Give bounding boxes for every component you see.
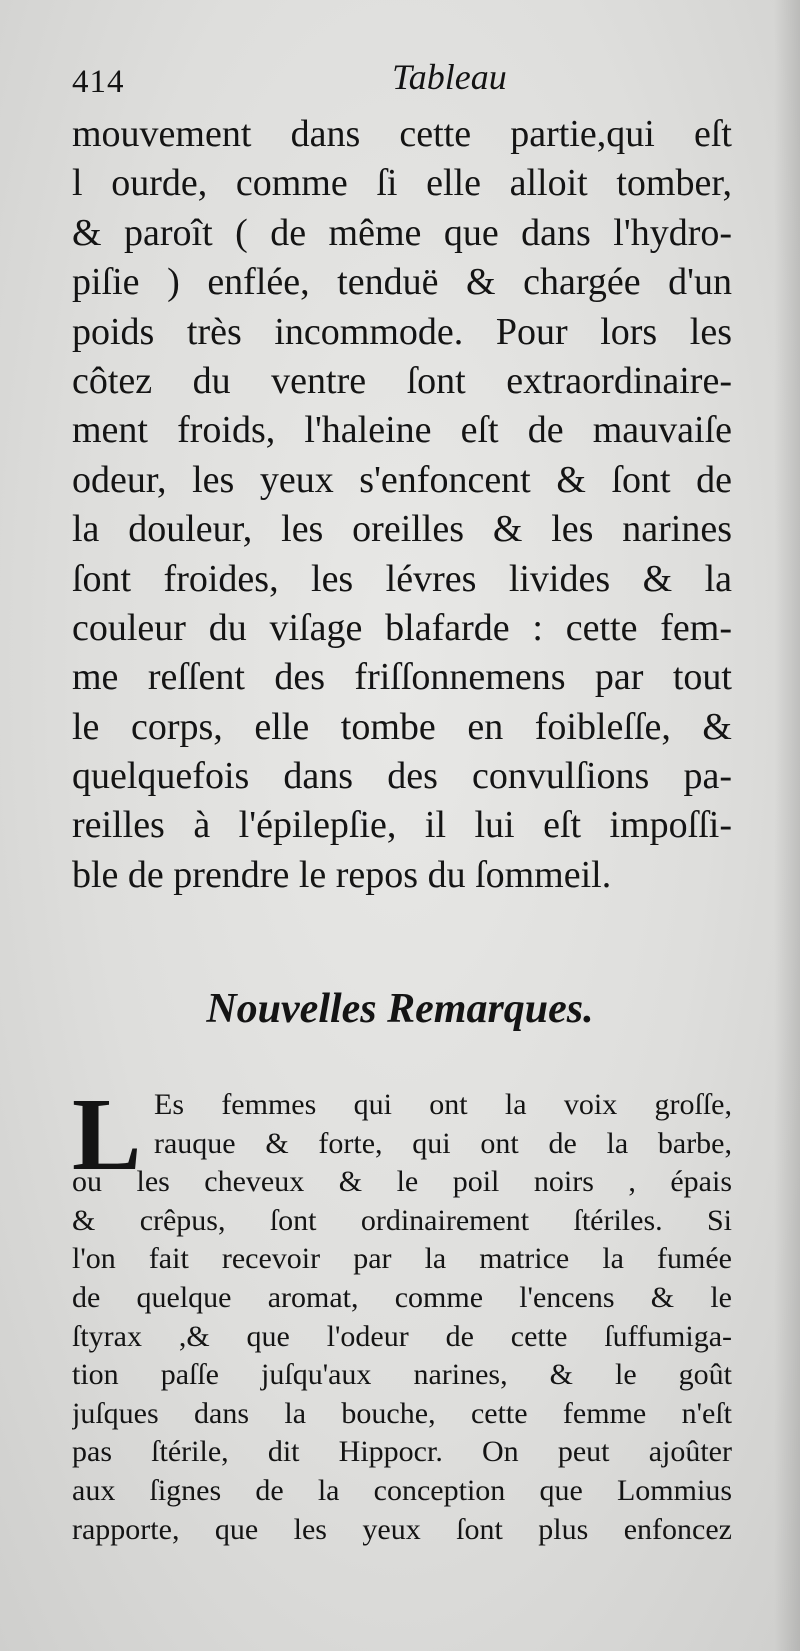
text-line: poids très incommode. Pour lors les [72,310,732,353]
text-line: l'on fait recevoir par la matrice la fumée [72,1242,732,1276]
drop-cap: L [72,1077,142,1192]
text-line: odeur, les yeux s'enfoncent & ſont de [72,458,732,501]
text-line: la douleur, les oreilles & les narines [72,508,732,551]
text-line: le corps, elle tombe en foibleſſe, & [72,705,732,748]
text-line: quelquefois dans des convulſions pa- [72,755,732,798]
text-line: me reſſent des friſſonnemens par tout [72,656,732,699]
text-line: côtez du ventre ſont extraordinaire- [72,359,732,402]
text-line: reilles à l'épilepſie, il lui eſt impoſſi- [72,804,732,847]
text-line: & crêpus, ſont ordinairement ſtériles. Si [72,1203,732,1237]
body-paragraph [72,110,732,900]
page-number: 414 [72,64,125,100]
remarks-paragraph [72,1077,732,1549]
text-line: ment froids, l'haleine eſt de mauvaiſe [72,409,732,452]
text-line: piſie ) enflée, tenduë & chargée d'un [72,261,732,304]
text-line: Es femmes qui ont la voix groſſe, [154,1088,732,1121]
text-line: mouvement dans cette partie,qui eſt [72,113,732,155]
text-line: ſtyrax ,& que l'odeur de cette ſuffumiga- [72,1319,732,1353]
section-heading: Nouvelles Remarques. [206,986,594,1032]
page-edge-shadow [774,0,800,1651]
text-line: rapporte, que les yeux ſont plus enfoncez [72,1512,732,1546]
text-line: pas ſtérile, dit Hippocr. On peut ajoûter [72,1435,732,1469]
page-header [72,56,732,106]
text-line: & paroît ( de même que dans l'hydro- [72,211,732,254]
text-line: ble de prendre le repos du ſommeil. [72,853,612,896]
text-line: de quelque aromat, comme l'encens & le [72,1280,732,1314]
text-line: aux ſignes de la conception que Lommius [72,1473,732,1507]
text-line: l ourde, comme ſi elle alloit tomber, [72,162,732,205]
text-line: ſont froides, les lévres livides & la [72,557,732,600]
text-line: ou les cheveux & le poil noirs , épais [72,1165,732,1199]
text-line: couleur du viſage blafarde : cette fem- [72,606,732,649]
text-line: juſques dans la bouche, cette femme n'eſt [72,1396,732,1430]
text-line: tion paſſe juſqu'aux narines, & le goût [72,1358,732,1392]
running-head: Tableau [392,57,507,97]
text-line: rauque & forte, qui ont de la barbe, [154,1126,732,1160]
